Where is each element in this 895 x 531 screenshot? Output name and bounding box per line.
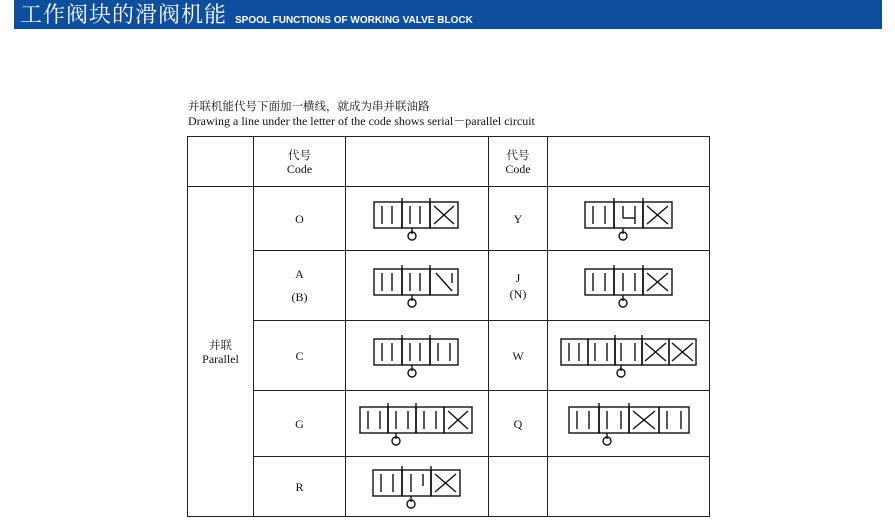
spool-valve-symbol-icon (371, 464, 463, 510)
spool-valve-symbol-icon (567, 401, 691, 447)
spool-valve-symbol-icon (583, 263, 675, 309)
code-header-right: 代号 Code (489, 137, 548, 187)
note-cn: 并联机能代号下面加一横线，就成为串并联油路 (188, 99, 430, 113)
symbol-cell-o (346, 187, 489, 251)
table-row (188, 457, 710, 517)
table-row (188, 321, 710, 391)
code-cell-y: Y (489, 187, 548, 251)
table-row (188, 391, 710, 457)
group-cell: 并联 Parallel (188, 187, 254, 517)
symbol-cell-g (346, 391, 489, 457)
code-cell-a: A (B) (254, 251, 346, 321)
title-en: SPOOL FUNCTIONS OF WORKING VALVE BLOCK (235, 15, 473, 26)
table-row (188, 251, 710, 321)
table-row (188, 187, 710, 251)
spool-valve-symbol-icon (559, 333, 699, 379)
symbol-cell-empty (548, 457, 710, 517)
table-header-row (188, 137, 710, 187)
symbol-cell-c (346, 321, 489, 391)
spool-valve-symbol-icon (358, 401, 476, 447)
code-header-left: 代号 Code (254, 137, 346, 187)
symbol-cell-q (548, 391, 710, 457)
code-cell-w: W (489, 321, 548, 391)
symbol-header-right (548, 137, 710, 187)
spool-valve-symbol-icon (372, 196, 462, 242)
code-cell-g: G (254, 391, 346, 457)
corner-cell (188, 137, 254, 187)
spool-valve-symbol-icon (372, 263, 462, 309)
code-cell-c: C (254, 321, 346, 391)
spool-valve-symbol-icon (372, 333, 462, 379)
title-banner (14, 0, 882, 29)
spool-valve-symbol-icon (583, 196, 675, 242)
code-cell-o: O (254, 187, 346, 251)
symbol-cell-r (346, 457, 489, 517)
spool-function-table (187, 136, 710, 517)
symbol-header-left (346, 137, 489, 187)
symbol-cell-a (346, 251, 489, 321)
note-en: Drawing a line under the letter of the code shows serial－parallel circuit (188, 114, 535, 128)
symbol-cell-j (548, 251, 710, 321)
symbol-cell-w (548, 321, 710, 391)
code-cell-empty (489, 457, 548, 517)
symbol-cell-y (548, 187, 710, 251)
code-cell-j: J (N) (489, 251, 548, 321)
title-cn: 工作阀块的滑阀机能 (20, 3, 228, 28)
code-cell-r: R (254, 457, 346, 517)
code-cell-q: Q (489, 391, 548, 457)
